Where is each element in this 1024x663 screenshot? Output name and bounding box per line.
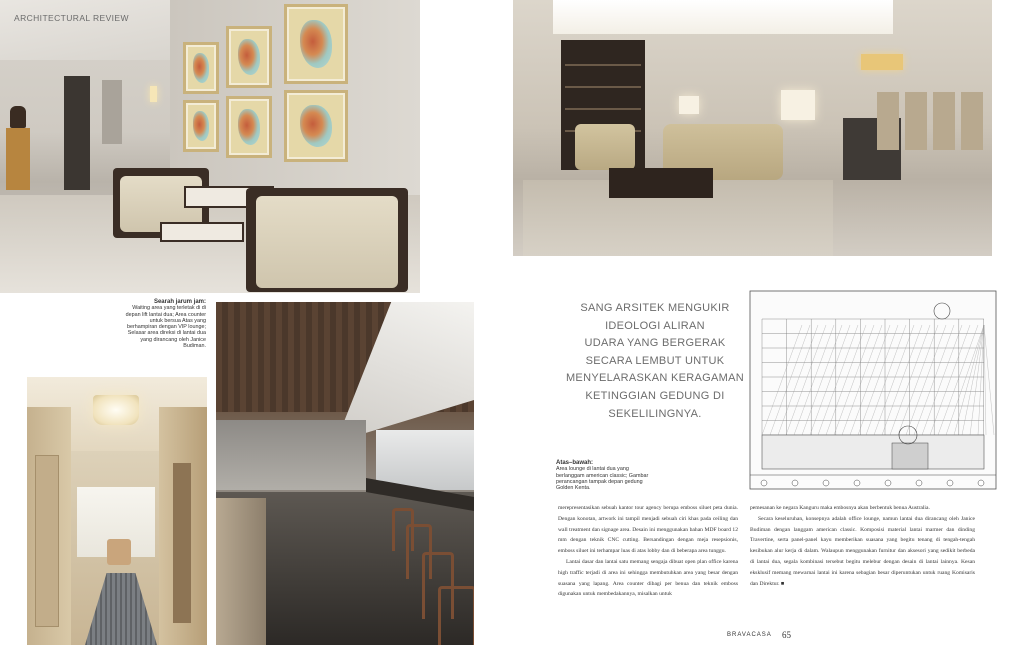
ceiling-lamp xyxy=(93,395,139,425)
stone-counter xyxy=(216,498,266,645)
carpet-runner xyxy=(85,573,157,645)
wall-panel xyxy=(961,92,983,150)
pull-quote-line: UDARA YANG BERGERAK xyxy=(584,337,726,350)
axis-marker xyxy=(885,480,891,486)
pull-quote-line: KETINGGIAN GEDUNG DI xyxy=(585,389,725,402)
paragraph: Secara keseluruhan, konsepnya adalah office lounge, namun lantai dua dirancang oleh Janice Budiman dengan langgam american classic. Komposisi material lantai marmer dan dinding Travertine, serta panel-panel kayu memberikan suasana yang begitu tenang di tengah-tengah kesibukan alur kerja di dalam. Walaupun menggunakan furnitur dan aksesori yang sedikit berbeda di lantai dua, segala kombinasi tersebut begitu melebur dengan desain di lantai lainnya. Kesan eksklusif memang mewarnai lantai ini karena sebagian besar diperuntukan untuk ruang Komisaris dan Direktur. ■ xyxy=(750,515,975,587)
body-column-2 xyxy=(750,503,975,589)
shelf-row xyxy=(565,64,641,66)
table-lamp xyxy=(679,96,699,114)
axis-marker xyxy=(792,480,798,486)
framed-map xyxy=(183,100,219,152)
section-label: ARCHITECTURAL REVIEW xyxy=(14,13,129,23)
axis-marker xyxy=(823,480,829,486)
photo-lounge xyxy=(513,0,992,256)
armchair xyxy=(575,124,635,170)
sculpture-bust xyxy=(10,106,26,128)
window xyxy=(376,430,474,490)
axis-marker xyxy=(854,480,860,486)
ceiling-cove xyxy=(553,0,893,34)
wall-panel xyxy=(877,92,899,150)
caption-text: Area lounge di lantai dua yang berlanggam american classic; Gambar perancangan tampak depan gedung Golden Kenta. xyxy=(556,466,649,492)
caption-heading: Searah jarum jam: xyxy=(153,299,206,305)
pedestal xyxy=(6,128,30,190)
glass-partition xyxy=(216,420,366,490)
axis-marker xyxy=(947,480,953,486)
pull-quote-line: IDEOLOGI ALIRAN xyxy=(605,319,705,332)
axis-marker xyxy=(978,480,984,486)
wall-niche xyxy=(102,80,122,144)
chair xyxy=(392,508,414,551)
pull-quote-line: MENYELARASKAN KERAGAMAN xyxy=(565,372,745,385)
photo-waiting-area xyxy=(0,0,420,293)
magazine-name: BRAVACASA xyxy=(727,632,772,638)
table-lamp xyxy=(781,90,815,120)
door xyxy=(35,455,59,627)
photo-corridor xyxy=(27,377,207,645)
axis-marker xyxy=(916,480,922,486)
armchair xyxy=(107,539,131,565)
framed-map xyxy=(284,4,348,84)
paragraph: merepresentasikan sebuah kantor tour agency berupa emboss siluet peta dunia. Dengan konotan, artwork ini tampil menjadi sebuah ciri khas pada ceiling dan wall treatment dan signage area. Desain ini menggunakan bahan MDF board 12 mm dengan teknik CNC cutting. Bersandingan dengan meja resepsionis, emboss siluet ini terhampar luas di atas lobby dan di beberapa area tunggu. xyxy=(558,505,738,555)
caption-heading: Atas–bawah: xyxy=(556,460,594,466)
framed-map xyxy=(183,42,219,94)
wall-panel xyxy=(905,92,927,150)
door xyxy=(64,76,90,190)
entrance xyxy=(892,443,928,469)
paragraph: Lantai dasar dan lantai satu memang sengaja dibuat open plan office karena high traffic terjadi di area ini sehingga membutuhkan area yang besar dengan suasana yang lapang. Area counter dibagi per benua dan teknik emboss digunakan untuk membedakannya, misalkan untuk xyxy=(558,558,738,598)
body-column-1 xyxy=(558,503,738,600)
coffee-table xyxy=(609,168,713,198)
shelf-row xyxy=(565,108,641,110)
podium xyxy=(762,435,984,469)
caption-clockwise xyxy=(120,299,206,349)
framed-map xyxy=(226,26,272,88)
wall-sconce xyxy=(150,86,157,102)
caption-text: Waiting area yang terletak di di depan lift lantai dua; Area counter untuk bersua Atas yang berhampiran dengan VIP lounge; Selasar area direksi di lantai dua yang dirancang oleh Janice Budiman. xyxy=(125,305,206,350)
wall-panel xyxy=(933,92,955,150)
framed-map xyxy=(284,90,348,162)
chair xyxy=(438,586,474,645)
axis-marker xyxy=(761,480,767,486)
caption-top-bottom xyxy=(556,460,656,491)
armchair-right-cushion xyxy=(256,196,398,288)
photo-office-counter xyxy=(216,302,474,645)
paragraph: pemesanan ke negara Kanguru maka embosnya akan berbentuk benua Australia. xyxy=(750,505,930,511)
pull-quote-line: SEKELILINGNYA. xyxy=(608,407,702,420)
door xyxy=(173,463,191,623)
page-number: 65 xyxy=(782,630,791,640)
side-table xyxy=(160,222,244,242)
pull-quote-line: SANG ARSITEK MENGUKIR xyxy=(580,302,730,314)
pull-quote-line: SECARA LEMBUT UNTUK xyxy=(585,354,725,367)
facade-elevation-drawing xyxy=(742,285,1004,495)
shelf-row xyxy=(565,86,641,88)
chandelier xyxy=(861,54,903,70)
framed-map xyxy=(226,96,272,158)
pull-quote xyxy=(560,300,750,423)
